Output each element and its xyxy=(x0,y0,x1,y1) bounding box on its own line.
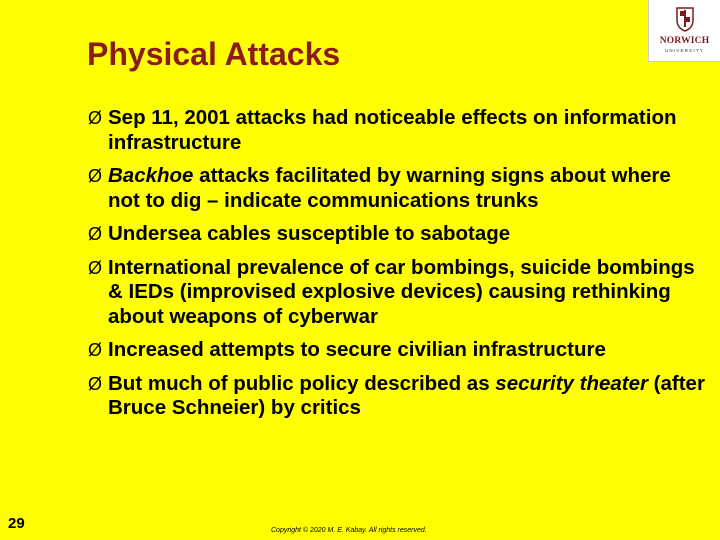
logo-subtitle: UNIVERSITY xyxy=(664,48,704,53)
norwich-university-logo xyxy=(648,0,720,62)
copyright-notice: Copyright © 2020 M. E. Kabay. All rights reserved. xyxy=(271,527,427,534)
bullet-text: Sep 11, 2001 attacks had noticeable effects on information infrastructure xyxy=(108,106,677,154)
bullet-italic-term: security theater xyxy=(495,371,648,395)
arrow-bullet-icon: Ø xyxy=(88,108,103,128)
logo-name: NORWICH xyxy=(659,36,710,46)
bullet-item xyxy=(88,164,708,213)
arrow-bullet-icon: Ø xyxy=(88,373,103,394)
bullet-item xyxy=(88,106,708,155)
bullet-text: (after Bruce Schneier) by critics xyxy=(108,371,705,419)
bullet-italic-term: Backhoe xyxy=(108,164,194,187)
bullet-text: Increased attempts to secure civilian infrastructure xyxy=(108,338,606,361)
bullet-text: But much of public policy described as xyxy=(108,371,496,395)
arrow-bullet-icon: Ø xyxy=(88,340,103,360)
bullet-item xyxy=(88,372,708,421)
bullet-text: International prevalence of car bombings, suicide bombings & IEDs (improvised explosive devices) causing rethinking about weapons of cyberwar xyxy=(108,255,695,328)
bullet-text: attacks facilitated by warning signs about where not to dig – indicate communications trunks xyxy=(108,164,671,212)
bullet-item xyxy=(88,256,708,330)
slide-number: 29 xyxy=(8,515,25,532)
bullet-list xyxy=(88,106,708,430)
arrow-bullet-icon: Ø xyxy=(88,166,103,186)
university-seal-icon xyxy=(675,6,695,32)
arrow-bullet-icon: Ø xyxy=(88,257,103,278)
bullet-item xyxy=(88,222,708,247)
arrow-bullet-icon: Ø xyxy=(88,224,103,244)
slide-title: Physical Attacks xyxy=(87,36,341,72)
bullet-text: Undersea cables susceptible to sabotage xyxy=(108,222,511,245)
bullet-item xyxy=(88,338,708,363)
